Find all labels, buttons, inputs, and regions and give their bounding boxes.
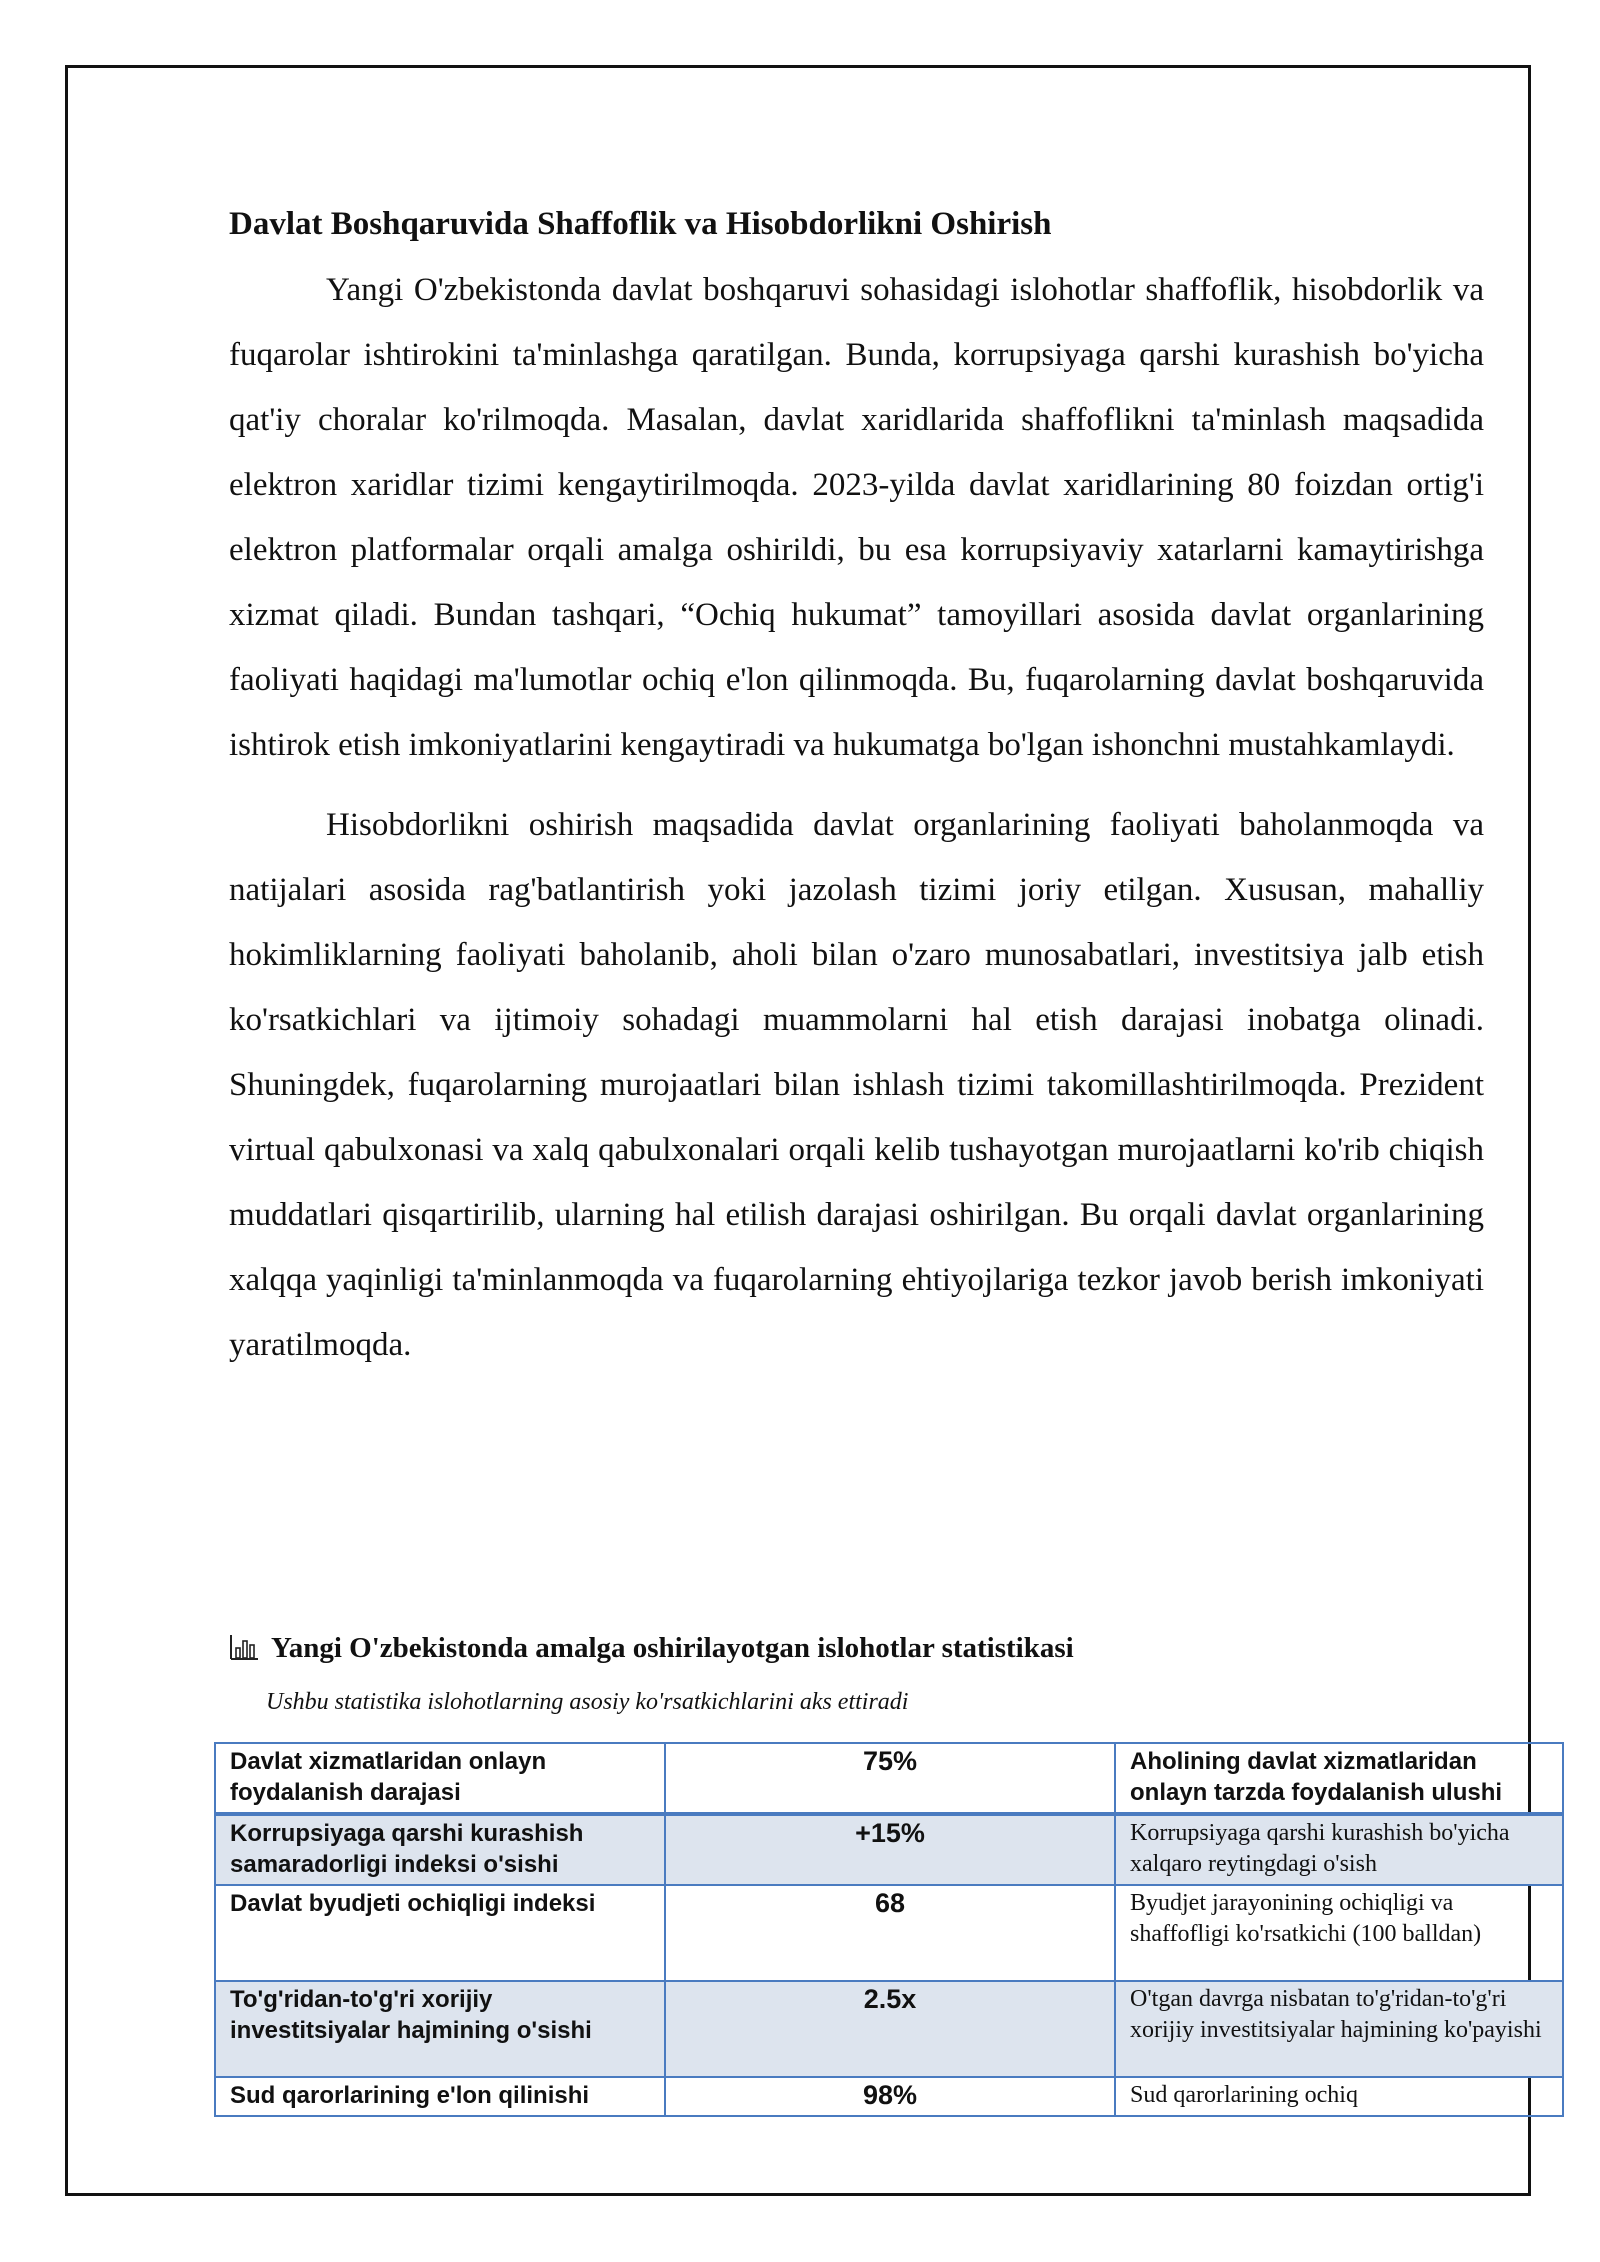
row-description: Sud qarorlarining ochiq bbox=[1115, 2077, 1563, 2116]
paragraph-1: Yangi O'zbekistonda davlat boshqaruvi sohasidagi islohotlar shaffoflik, hisobdorlik va fuqarolar ishtirokini ta'minlashga qaratilgan. Bunda, korrupsiyaga qarshi kurashish bo'yicha qat'iy choralar ko'rilmoqda. Masalan, davlat xaridlarida shaffoflikni ta'minlash maqsadida elektron xaridlar tizimi kengaytirilmoqda. 2023-yilda davlat xaridlarining 80 foizdan ortig'i elektron platformalar orqali amalga oshirildi, bu esa korrupsiyaviy xatarlarni kamaytirishga xizmat qiladi. Bundan tashqari, “Ochiq hukumat” tamoyillari asosida davlat organlarining faoliyati haqidagi ma'lumotlar ochiq e'lon qilinmoqda. Bu, fuqarolarning davlat boshqaruvida ishtirok etish imkoniyatlarini kengaytiradi va hukumatga bo'lgan ishonchni mustahkamlaydi. bbox=[229, 272, 1484, 763]
row-label: Sud qarorlarining e'lon qilinishi bbox=[215, 2077, 665, 2116]
row-label: Davlat byudjeti ochiqligi indeksi bbox=[215, 1885, 665, 1981]
row-description: O'tgan davrga nisbatan to'g'ridan-to'g'ri xorijiy investitsiyalar hajmining ko'payishi bbox=[1115, 1981, 1563, 2077]
table-row bbox=[215, 1743, 1563, 1814]
row-value: 75% bbox=[665, 1743, 1115, 1814]
table-row bbox=[215, 1981, 1563, 2077]
document-title: Davlat Boshqaruvida Shaffoflik va Hisobdorlikni Oshirish bbox=[229, 206, 1052, 242]
statistics-heading bbox=[229, 1624, 1484, 1672]
statistics-table bbox=[214, 1742, 1564, 2117]
row-value: 98% bbox=[665, 2077, 1115, 2116]
paragraph-2: Hisobdorlikni oshirish maqsadida davlat organlarining faoliyati baholanmoqda va natijalari asosida rag'batlantirish yoki jazolash tizimi joriy etilgan. Xususan, mahalliy hokimliklarning faoliyati baholanib, aholi bilan o'zaro munosabatlari, investitsiya jalb etish ko'rsatkichlari va ijtimoiy sohadagi muammolarni hal etish darajasi inobatga olinadi. Shuningdek, fuqarolarning murojaatlari bilan ishlash tizimi takomillashtirilmoqda. Prezident virtual qabulxonasi va xalq qabulxonalari orqali kelib tushayotgan murojaatlarni ko'rib chiqish muddatlari qisqartirilib, ularning hal etilish darajasi oshirilgan. Bu orqali davlat organlarining xalqqa yaqinligi ta'minlanmoqda va fuqarolarning ehtiyojlariga tezkor javob berish imkoniyati yaratilmoqda. bbox=[229, 807, 1484, 1363]
row-value: +15% bbox=[665, 1814, 1115, 1885]
row-description: Byudjet jarayonining ochiqligi va shaffofligi ko'rsatkichi (100 balldan) bbox=[1115, 1885, 1563, 1981]
document-body bbox=[229, 194, 1484, 1393]
row-value: 2.5x bbox=[665, 1981, 1115, 2077]
statistics-heading-text: Yangi O'zbekistonda amalga oshirilayotgan islohotlar statistikasi bbox=[271, 1632, 1074, 1664]
table-row bbox=[215, 1814, 1563, 1885]
table-row bbox=[215, 1885, 1563, 1981]
row-value: 68 bbox=[665, 1885, 1115, 1981]
row-label: Korrupsiyaga qarshi kurashish samaradorligi indeksi o'sishi bbox=[215, 1814, 665, 1885]
row-label: To'g'ridan-to'g'ri xorijiy investitsiyalar hajmining o'sishi bbox=[215, 1981, 665, 2077]
statistics-subtitle: Ushbu statistika islohotlarning asosiy ko'rsatkichlarini aks ettiradi bbox=[266, 1689, 909, 1715]
bar-chart-icon bbox=[229, 1627, 259, 1653]
table-row bbox=[215, 2077, 1563, 2116]
row-label: Davlat xizmatlaridan onlayn foydalanish darajasi bbox=[215, 1743, 665, 1814]
row-description: Korrupsiyaga qarshi kurashish bo'yicha xalqaro reytingdagi o'sish bbox=[1115, 1814, 1563, 1885]
row-description: Aholining davlat xizmatlaridan onlayn tarzda foydalanish ulushi bbox=[1115, 1743, 1563, 1814]
